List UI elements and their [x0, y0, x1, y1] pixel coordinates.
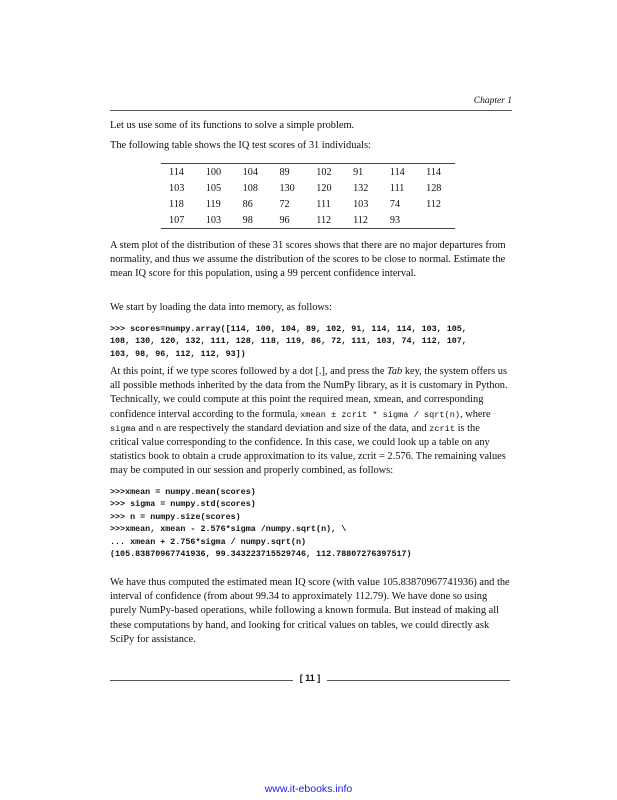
- text-run: , where: [460, 408, 491, 420]
- table-cell: 105: [205, 182, 222, 194]
- iq-scores-table: [161, 163, 455, 229]
- table-cell: 112: [353, 214, 368, 226]
- table-intro-paragraph: The following table shows the IQ test scores of 31 individuals:: [110, 140, 371, 151]
- method-paragraph: [110, 365, 510, 479]
- table-cell: 111: [316, 198, 331, 210]
- summary-paragraph: We have thus computed the estimated mean IQ score (with value 105.83870967741936) and the interval of confidence (from about 99.34 to approximately 112.79). We have done so using purely NumPy-based operations, while following a known formula. But instead of making all these computations by hand, and looking for critical values on tables, we could directly ask SciPy for assistance.: [110, 577, 510, 645]
- table-cell: 103: [205, 214, 222, 226]
- table-cell: 89: [279, 166, 290, 178]
- page-number: [ 11 ]: [299, 673, 321, 683]
- table-cell: 93: [389, 214, 401, 226]
- table-cell: 86: [242, 198, 253, 210]
- text-run: key, the system offers us all possible methods inherited by the data from the NumPy library, as it is customary in Python. Technically, we could compute at this point the required mean, xmean, and corresponding confidence interval according to the formula,: [110, 366, 508, 420]
- table-cell: 112: [426, 198, 441, 210]
- table-cell: 74: [389, 198, 401, 210]
- table-row: [161, 180, 455, 196]
- chapter-label: Chapter 1: [473, 96, 512, 106]
- table-cell: 91: [353, 166, 364, 178]
- table-cell: 104: [242, 166, 258, 178]
- table-cell: 107: [169, 214, 185, 226]
- sigma-code: sigma: [110, 423, 136, 434]
- code-block-compute: >>>xmean = numpy.mean(scores) >>> sigma = numpy.std(scores) >>> n = numpy.size(scores) >>>xmean, xmean - 2.576*sigma /numpy.sqrt(n), \ ... xmean + 2.756*sigma / numpy.sqrt(n) (105.83870967741936, 99.343223715529746, 112.78807276397517): [110, 487, 412, 560]
- table-cell: 100: [205, 166, 222, 178]
- table-cell: [418, 212, 455, 229]
- table-cell: 96: [279, 214, 290, 226]
- table-cell: 130: [279, 182, 295, 194]
- table-cell: 118: [169, 198, 184, 210]
- footer-rule-right: [327, 680, 510, 681]
- table-cell: 114: [169, 166, 184, 178]
- running-header: [110, 96, 512, 111]
- table-row: [161, 196, 455, 212]
- table-cell: 120: [316, 182, 332, 194]
- table-row: [161, 164, 455, 181]
- loading-paragraph: We start by loading the data into memory, as follows:: [110, 302, 332, 313]
- text-run: are respectively the standard deviation and size of the data, and: [161, 422, 430, 434]
- table-cell: 119: [205, 198, 221, 210]
- zcrit-code: zcrit: [429, 423, 455, 434]
- page-footer: [110, 673, 510, 687]
- text-run: At this point, if we type scores followed by a dot [.], and press the: [110, 366, 388, 377]
- table-cell: 108: [242, 182, 258, 194]
- table-cell: 98: [242, 214, 253, 226]
- text-run: is the critical value corresponding to the confidence. In this case, we could look up a table on any statistics book to obtain a crude approximation to its value, zcrit = 2.576. The remaining values may be computed in our session and properly combined, as follows:: [110, 422, 506, 477]
- table-cell: 128: [426, 182, 442, 194]
- text-run: and: [135, 422, 156, 434]
- tab-key-text: Tab: [387, 366, 403, 377]
- table-cell: 111: [389, 182, 405, 194]
- intro-paragraph: Let us use some of its functions to solve a simple problem.: [110, 120, 355, 131]
- table-cell: 102: [316, 166, 332, 178]
- stem-plot-paragraph: A stem plot of the distribution of these 31 scores shows that there are no major departures from normality, and thus we assume the distribution of the scores to be close to normal. Estimate the mean IQ score for this population, using a 99 percent confidence interval.: [110, 240, 506, 280]
- table-cell: 103: [169, 182, 185, 194]
- table-row: [161, 212, 455, 229]
- source-link[interactable]: www.it-ebooks.info: [264, 783, 353, 795]
- table-cell: 114: [389, 166, 405, 178]
- table-cell: 114: [426, 166, 441, 178]
- code-block-load-data: >>> scores=numpy.array([114, 100, 104, 89, 102, 91, 114, 114, 103, 105, 108, 130, 120, 132, 111, 128, 118, 119, 86, 72, 111, 103, 74, 112, 107, 103, 98, 96, 112, 112, 93]): [110, 324, 467, 359]
- table-cell: 112: [316, 214, 332, 226]
- formula-code: xmean ± zcrit * sigma / sqrt(n): [300, 409, 461, 420]
- table-cell: 72: [279, 198, 290, 210]
- n-code: n: [156, 423, 162, 434]
- table-cell: 103: [353, 198, 369, 210]
- table-cell: 132: [353, 182, 369, 194]
